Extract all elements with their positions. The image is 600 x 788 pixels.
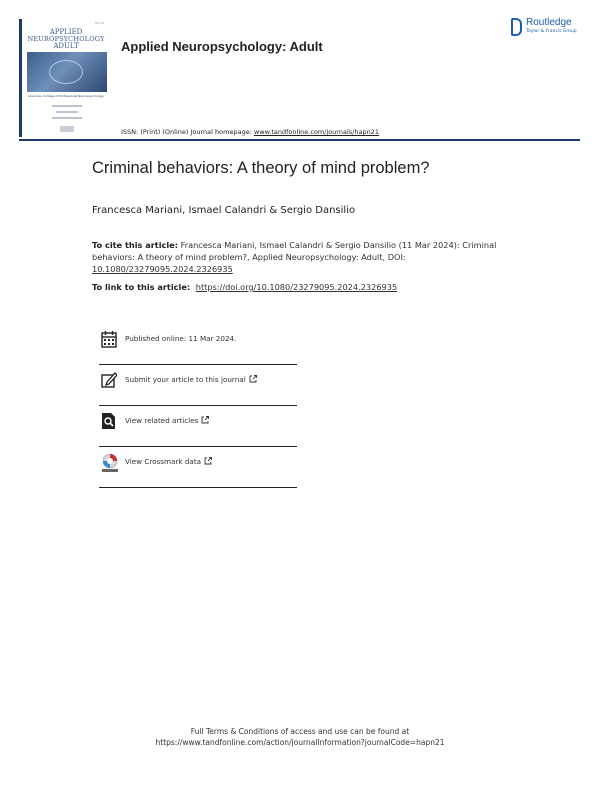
published-online-row — [99, 324, 297, 365]
related-articles-label[interactable]: View related articles — [125, 416, 199, 425]
external-link-icon — [204, 457, 212, 465]
published-online-label: Published online: 11 Mar 2024. — [125, 334, 237, 343]
publisher-logo[interactable] — [511, 17, 584, 39]
cover-decoration-line — [52, 105, 82, 107]
cover-title-line1: APPLIED — [49, 28, 83, 36]
journal-title: Applied Neuropsychology: Adult — [121, 39, 323, 54]
cover-volume: Vol 31 — [94, 21, 104, 25]
routledge-r-icon — [511, 18, 522, 36]
submit-article-row[interactable] — [99, 365, 297, 406]
search-document-icon — [101, 412, 117, 430]
crossmark-icon — [101, 453, 117, 471]
edit-icon — [101, 371, 117, 389]
link-label: To link to this article: — [92, 282, 191, 292]
issn-text: ISSN: (Print) (Online) Journal homepage: — [121, 128, 254, 136]
submit-article-label[interactable]: Submit your article to this journal — [125, 375, 246, 384]
crossmark-label[interactable]: View Crossmark data — [125, 457, 202, 466]
header-divider — [19, 139, 580, 141]
cite-text: Francesca Mariani, Ismael Calandri & Sergio Dansilio (11 Mar 2024): Criminal behaviors: A theory of mind problem?, Applied Neuropsychology: Adult, DOI: — [92, 240, 497, 262]
article-link-line — [92, 282, 397, 292]
cover-decoration-line — [56, 111, 78, 113]
crossmark-row[interactable] — [99, 447, 297, 488]
cover-title-line3: ADULT — [53, 42, 79, 50]
external-link-icon — [201, 416, 209, 424]
related-articles-row[interactable] — [99, 406, 297, 447]
cover-brain-image — [27, 52, 107, 92]
issn-line — [121, 128, 379, 136]
brain-icon — [49, 60, 83, 84]
citation-block — [92, 239, 512, 275]
footer — [0, 726, 600, 748]
calendar-icon — [101, 330, 117, 348]
article-doi-link[interactable]: https://doi.org/10.1080/23279095.2024.2326935 — [195, 282, 398, 292]
journal-cover-thumbnail — [19, 19, 110, 137]
external-link-icon — [249, 375, 257, 383]
footer-terms-text: Full Terms & Conditions of access and use can be found at — [190, 727, 410, 736]
article-title: Criminal behaviors: A theory of mind problem? — [92, 159, 430, 177]
cite-doi-link[interactable]: 10.1080/23279095.2024.2326935 — [92, 264, 233, 274]
cover-decoration-line — [52, 117, 82, 119]
journal-homepage-link[interactable]: www.tandfonline.com/journals/hapn21 — [253, 128, 379, 136]
cite-label: To cite this article: — [92, 240, 178, 250]
publisher-subtitle: Taylor & Francis Group — [526, 29, 577, 34]
cover-subtitle: American College of Professional Neuropsychology — [27, 94, 105, 98]
cover-title-line2: NEUROPSYCHOLOGY — [27, 35, 105, 43]
article-authors: Francesca Mariani, Ismael Calandri & Sergio Dansilio — [92, 205, 356, 216]
cover-publisher-logo — [60, 126, 74, 132]
footer-terms-link[interactable]: https://www.tandfonline.com/action/journalInformation?journalCode=hapn21 — [155, 738, 445, 747]
publisher-name: Routledge — [526, 17, 572, 28]
